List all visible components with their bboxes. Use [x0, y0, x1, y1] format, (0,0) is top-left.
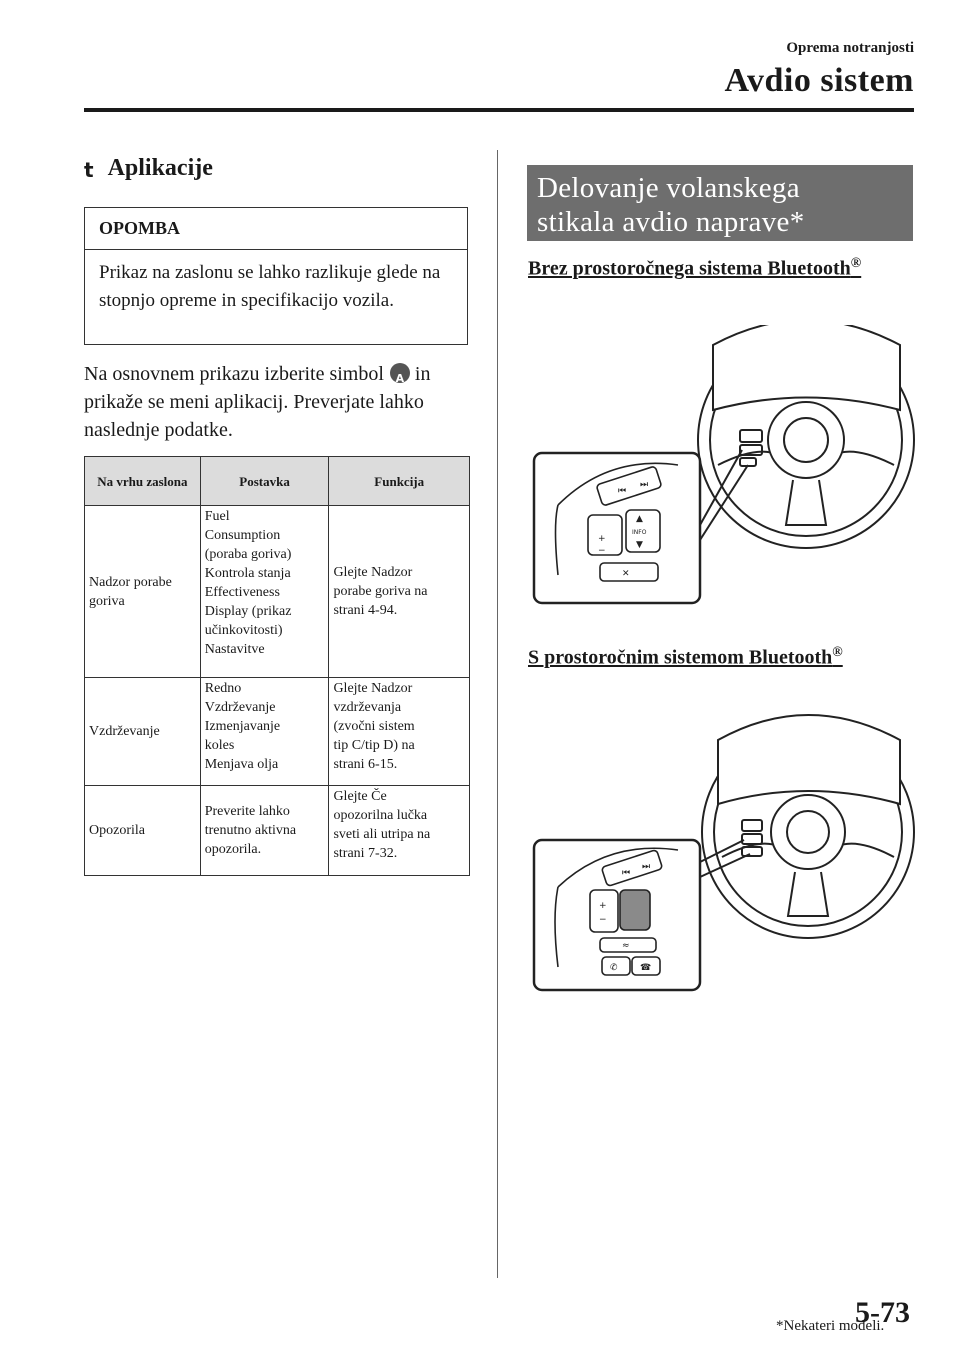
svg-text:✕: ✕ — [622, 569, 630, 579]
table-header-row — [85, 457, 470, 506]
steering-controls-heading — [527, 165, 913, 241]
svg-text:☎: ☎ — [640, 963, 652, 973]
note-title: OPOMBA — [85, 208, 467, 250]
svg-text:⏭: ⏭ — [642, 862, 651, 872]
table-cell-item: Redno Vzdrževanje Izmenjavanje koles Menjava olja — [200, 678, 329, 786]
table-header-top: Na vrhu zaslona — [85, 457, 201, 506]
info-label: INFO — [632, 529, 647, 536]
registered-mark: ® — [832, 645, 843, 660]
intro-text-2: in prikaže se meni aplikacij. Preverjate lahko naslednje podatke. — [84, 363, 431, 441]
svg-text:−: − — [599, 915, 607, 925]
table-cell-item: Fuel Consumption (poraba goriva) Kontrola stanja Effectiveness Display (prikaz učinkovitosti) Nastavitve — [200, 506, 329, 678]
table-cell-function: Glejte Nadzor porabe goriva na strani 4-94. — [329, 506, 470, 678]
section-title-text: Aplikacije — [107, 155, 213, 181]
note-text: Prikaz na zaslonu se lahko razlikuje glede na stopnjo opreme in specifikacijo vozila. — [99, 262, 441, 311]
heading-line-1: Delovanje volanskega — [537, 172, 800, 204]
applications-table — [84, 456, 470, 876]
table-cell-top: Opozorila — [85, 786, 201, 876]
intro-paragraph — [84, 360, 476, 444]
subtitle-text: Brez prostoročnega sistema Bluetooth — [528, 257, 851, 280]
footnote: *Nekateri modeli. — [776, 1318, 885, 1334]
section-title — [84, 155, 213, 182]
table-cell-top: Vzdrževanje — [85, 678, 201, 786]
table-cell-top: Nadzor porabe goriva — [85, 506, 201, 678]
steering-wheel-figure-2 — [528, 712, 918, 997]
section-bullet: t — [84, 158, 94, 182]
intro-text-1: Na osnovnem prikazu izberite simbol — [84, 363, 384, 385]
svg-text:✆: ✆ — [610, 963, 618, 973]
svg-text:−: − — [598, 546, 606, 556]
svg-text:▼: ▼ — [636, 540, 643, 550]
svg-text:⏭: ⏭ — [640, 480, 649, 490]
subtitle-without-bluetooth — [528, 256, 861, 281]
steering-wheel-figure-1 — [528, 325, 918, 610]
table-cell-item: Preverite lahko trenutno aktivna opozorila. — [200, 786, 329, 876]
subtitle-text: S prostoročnim sistemom Bluetooth — [528, 646, 833, 669]
table-header-item: Postavka — [200, 457, 329, 506]
column-divider — [497, 150, 498, 1278]
table-row — [85, 786, 470, 876]
registered-mark: ® — [850, 256, 862, 271]
header-rule — [84, 108, 914, 112]
heading-line-2: stikala avdio naprave* — [537, 206, 805, 238]
running-header-chapter: Avdio sistem — [724, 62, 914, 99]
svg-text:+: + — [599, 901, 607, 911]
table-row — [85, 678, 470, 786]
table-cell-function: Glejte Nadzor vzdrževanja (zvočni sistem tip C/tip D) na strani 6-15. — [329, 678, 470, 786]
svg-text:⏮: ⏮ — [618, 486, 627, 496]
running-header-section: Oprema notranjosti — [786, 40, 914, 56]
svg-text:+: + — [598, 534, 606, 544]
svg-text:▲: ▲ — [636, 514, 643, 524]
note-box — [84, 207, 468, 345]
applications-icon — [390, 363, 410, 383]
subtitle-with-bluetooth — [528, 645, 843, 670]
table-header-function: Funkcija — [329, 457, 470, 506]
svg-text:⏮: ⏮ — [622, 868, 631, 878]
table-row — [85, 506, 470, 678]
svg-text:≈: ≈ — [622, 941, 630, 951]
page-number: 5-73 — [855, 1296, 910, 1329]
table-cell-function: Glejte Če opozorilna lučka sveti ali utripa na strani 7-32. — [329, 786, 470, 876]
